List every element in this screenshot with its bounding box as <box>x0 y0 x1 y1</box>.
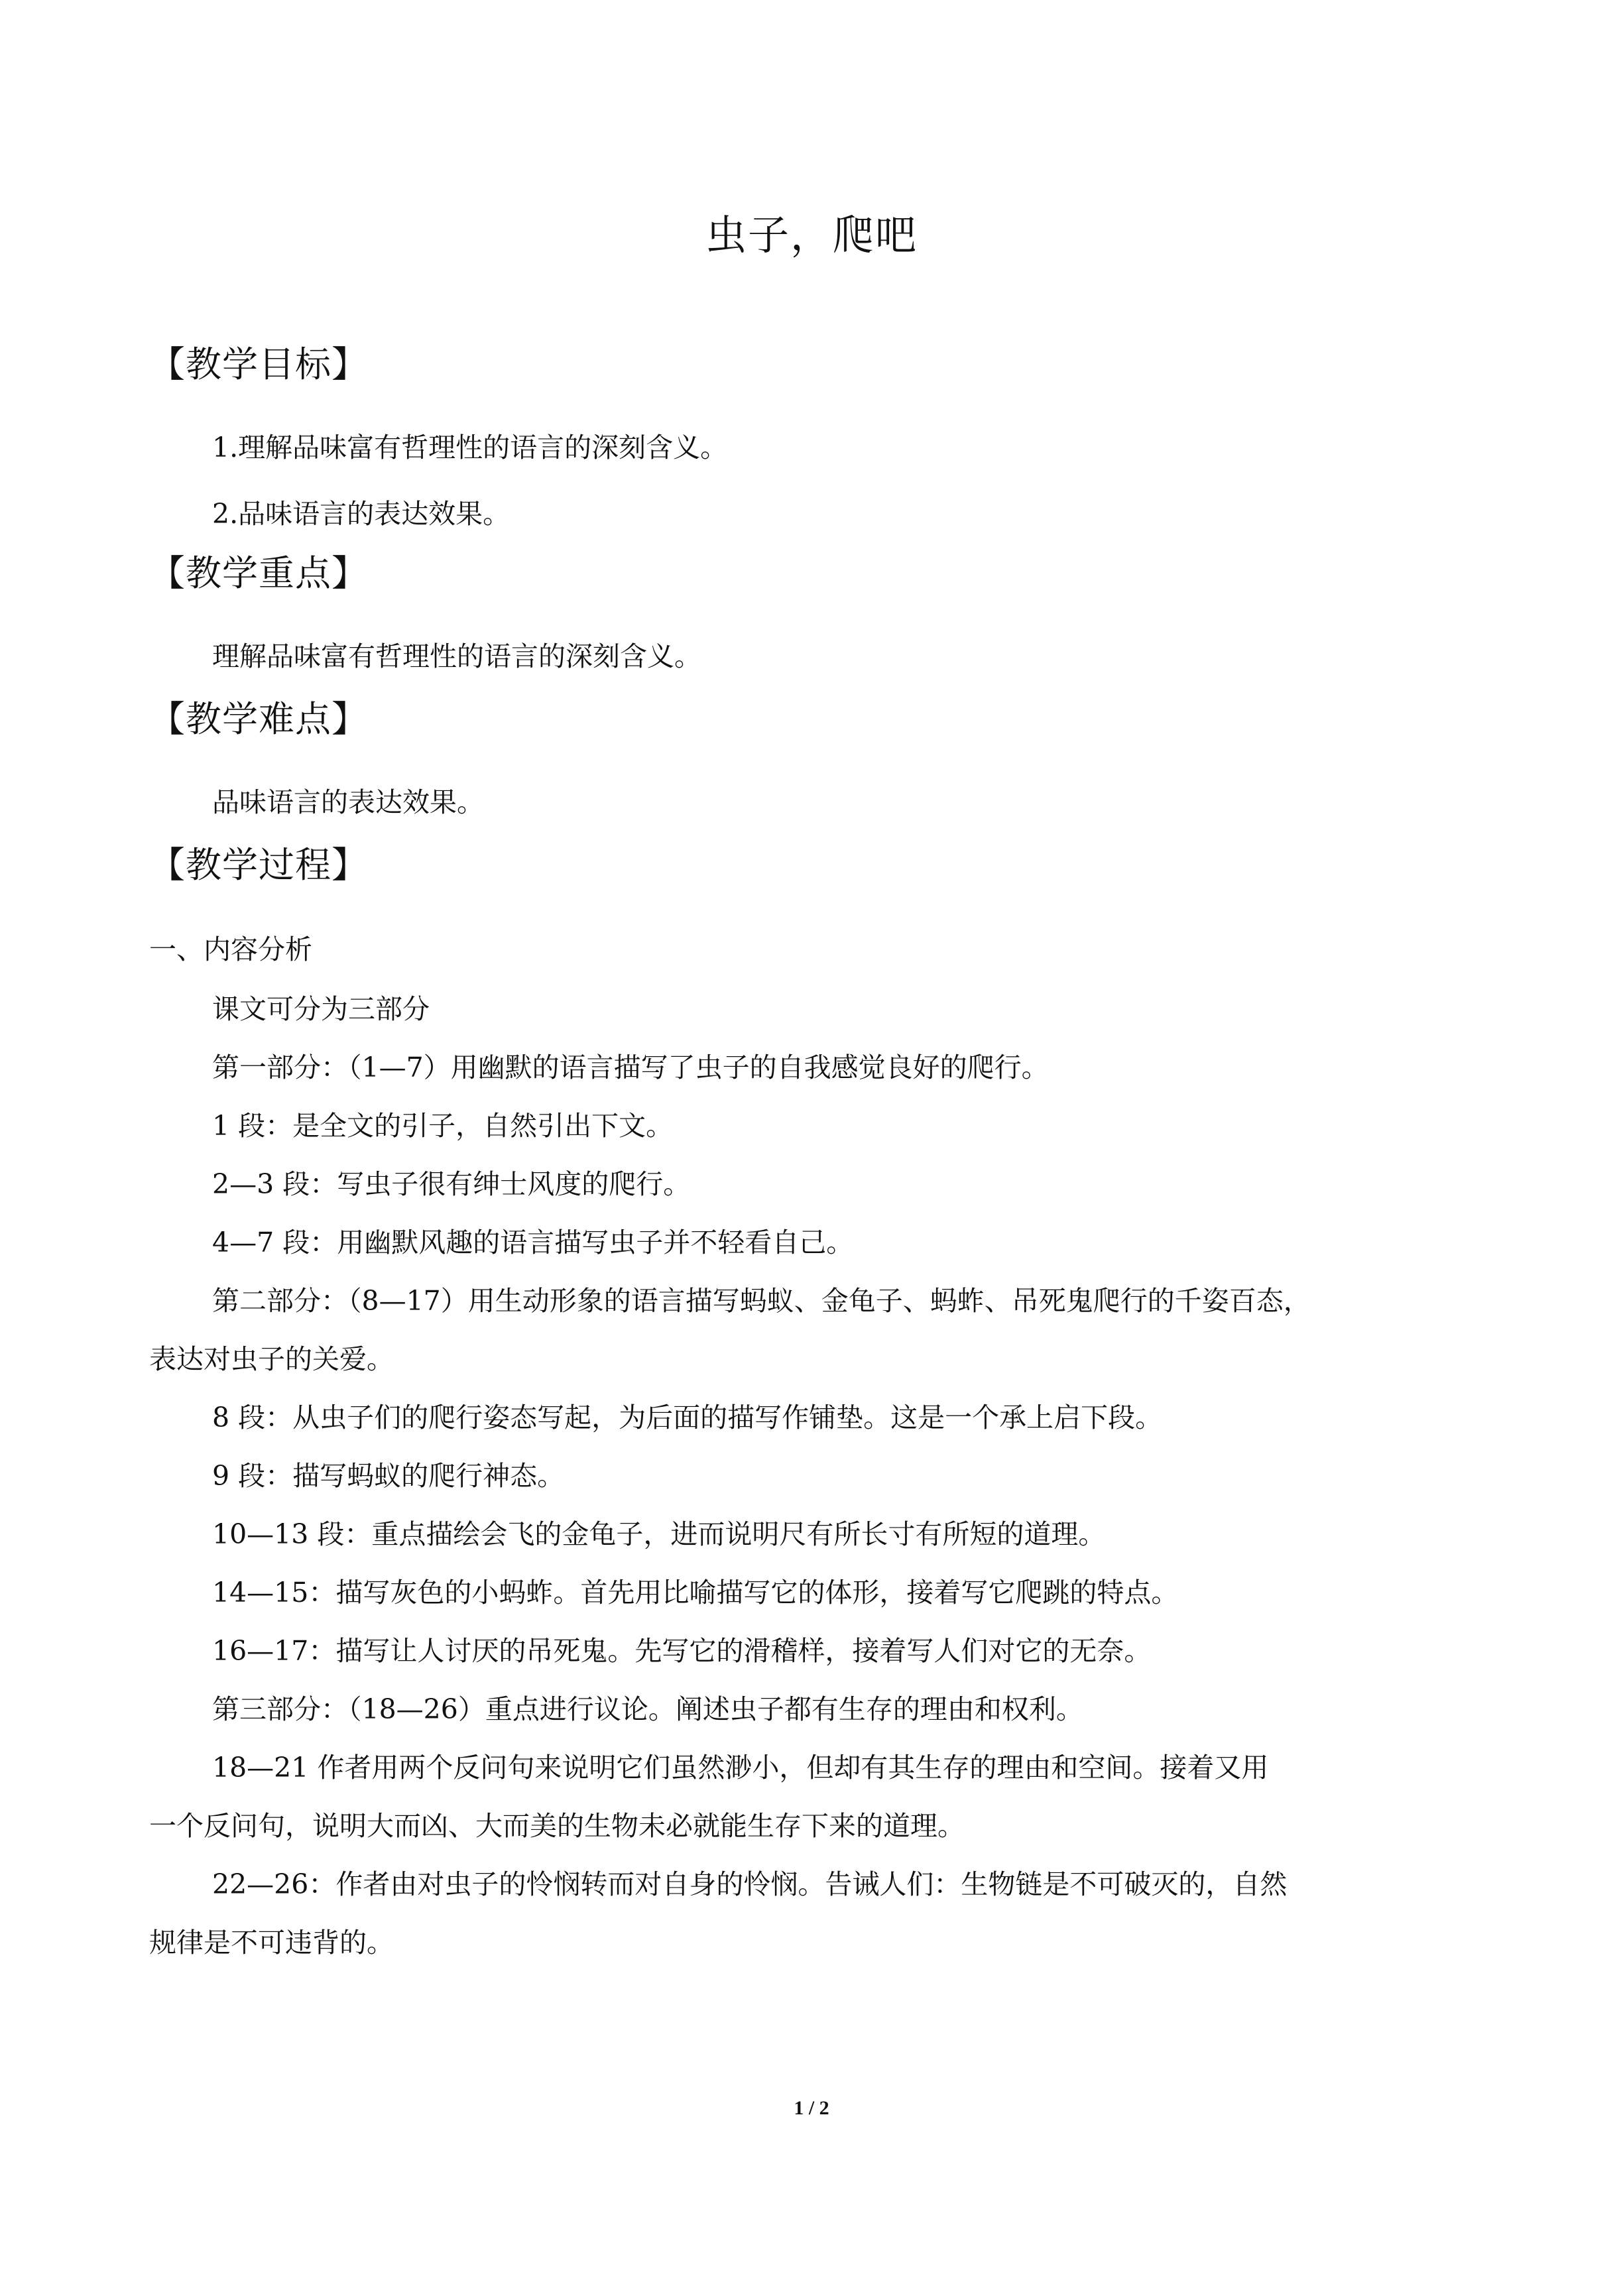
objective-item-2: 2.品味语言的表达效果。 <box>212 498 511 530</box>
objective-item-1: 1.理解品味富有哲理性的语言的深刻含义。 <box>212 432 728 463</box>
objectives-heading: 【教学目标】 <box>149 343 368 385</box>
part-title: 一、内容分析 <box>149 934 312 965</box>
process-line: 1 段：是全文的引子，自然引出下文。 <box>212 1110 674 1142</box>
page-number: 1 / 2 <box>794 2097 829 2119</box>
process-line: 课文可分为三部分 <box>212 993 430 1025</box>
paragraph-22-line-2: 规律是不可违背的。 <box>149 1927 394 1959</box>
key-point-heading: 【教学重点】 <box>149 552 368 594</box>
process-line: 16—17：描写让人讨厌的吊死鬼。先写它的滑稽样，接着写人们对它的无奈。 <box>212 1635 1152 1667</box>
process-heading: 【教学过程】 <box>149 844 368 886</box>
paragraph-22-line-1: 22—26：作者由对虫子的怜悯转而对自身的怜悯。告诫人们：生物链是不可破灭的，自然 <box>212 1868 1288 1900</box>
process-line: 第一部分：（1—7）用幽默的语言描写了虫子的自我感觉良好的爬行。 <box>212 1052 1049 1083</box>
paragraph-18-line-1: 18—21 作者用两个反问句来说明它们虽然渺小，但却有其生存的理由和空间。接着又用 <box>212 1752 1269 1783</box>
process-line: 第三部分：（18—26）重点进行议论。阐述虫子都有生存的理由和权利。 <box>212 1693 1083 1725</box>
page-title: 虫子，爬吧 <box>705 211 918 259</box>
process-line: 4—7 段：用幽默风趣的语言描写虫子并不轻看自己。 <box>212 1227 854 1258</box>
process-line: 2—3 段：写虫子很有绅士风度的爬行。 <box>212 1168 691 1200</box>
difficulty-heading: 【教学难点】 <box>149 698 368 740</box>
process-line: 14—15：描写灰色的小蚂蚱。首先用比喻描写它的体形，接着写它爬跳的特点。 <box>212 1577 1179 1608</box>
key-point-text: 理解品味富有哲理性的语言的深刻含义。 <box>212 640 701 672</box>
difficulty-text: 品味语言的表达效果。 <box>212 786 484 818</box>
part2-line-1: 第二部分：（8—17）用生动形象的语言描写蚂蚁、金龟子、蚂蚱、吊死鬼爬行的千姿百态， <box>212 1285 1311 1317</box>
process-line: 9 段：描写蚂蚁的爬行神态。 <box>212 1460 565 1492</box>
process-line: 8 段：从虫子们的爬行姿态写起，为后面的描写作铺垫。这是一个承上启下段。 <box>212 1402 1163 1433</box>
paragraph-18-line-2: 一个反问句，说明大而凶、大而美的生物未必就能生存下来的道理。 <box>149 1810 965 1842</box>
process-line: 10—13 段：重点描绘会飞的金龟子，进而说明尺有所长寸有所短的道理。 <box>212 1518 1106 1550</box>
part2-line-2: 表达对虫子的关爱。 <box>149 1343 394 1375</box>
